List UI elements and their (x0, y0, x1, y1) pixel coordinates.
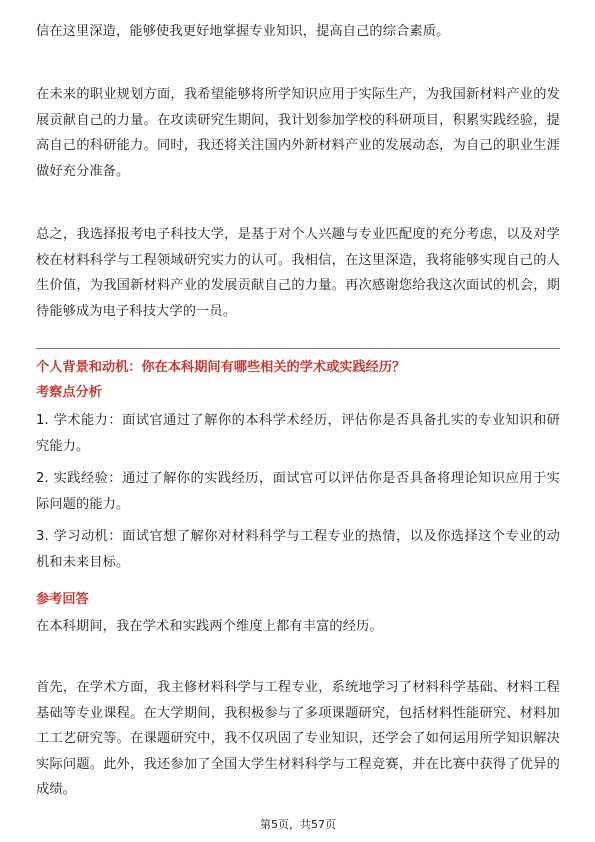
paragraph-conclusion: 总之，我选择报考电子科技大学，是基于对个人兴趣与专业匹配度的充分考虑，以及对学校在材料科学与工程领域研究实力的认可。我相信，在这里深造，我将能够实现自己的人生价值，为我国新材料产业的发展贡献自己的力量。再次感谢您给我这次面试的机会，期待能够成为电子科技大学的一员。 (36, 227, 560, 319)
analysis-item-academic: 1. 学术能力：面试官通过了解你的本科学术经历，评估你是否具备扎实的专业知识和研究能力。 (36, 413, 560, 454)
analysis-heading: 考察点分析 (36, 385, 102, 400)
paragraph-career-plan: 在未来的职业规划方面，我希望能够将所学知识应用于实际生产，为我国新材料产业的发展贡献自己的力量。在攻读研究生期间，我计划参加学校的科研项目，积累实践经验，提高自己的科研能力。同时，我还将关注国内外新材料产业的发展动态，为自己的职业生涯做好充分准备。 (36, 87, 560, 179)
paragraph-intro-end: 信在这里深造，能够使我更好地掌握专业知识，提高自己的综合素质。 (36, 24, 450, 39)
document-page (36, 0, 560, 842)
analysis-item-motivation: 3. 学习动机：面试官想了解你对材料科学与工程专业的热情，以及你选择这个专业的动机和未来目标。 (36, 529, 560, 570)
answer-heading: 参考回答 (36, 592, 89, 607)
answer-paragraph-summary: 在本科期间，我在学术和实践两个维度上都有丰富的经历。 (36, 619, 383, 634)
analysis-item-practice: 2. 实践经验：通过了解你的实践经历，面试官可以评估你是否具备将理论知识应用于实际问题的能力。 (36, 471, 560, 512)
section-divider (36, 348, 560, 349)
page-number-footer: 第5页，共57页 (260, 818, 336, 831)
question-heading: 个人背景和动机：你在本科期间有哪些相关的学术或实践经历？ (36, 360, 406, 375)
answer-paragraph-academic: 首先，在学术方面，我主修材料科学与工程专业，系统地学习了材料科学基础、材料工程基础等专业课程。在大学期间，我积极参与了多项课题研究，包括材料性能研究、材料加工工艺研究等。在课题研究中，我不仅巩固了专业知识，还学会了如何运用所学知识解决实际问题。此外，我还参加了全国大学生材料科学与工程竞赛，并在比赛中获得了优异的成绩。 (36, 680, 560, 797)
